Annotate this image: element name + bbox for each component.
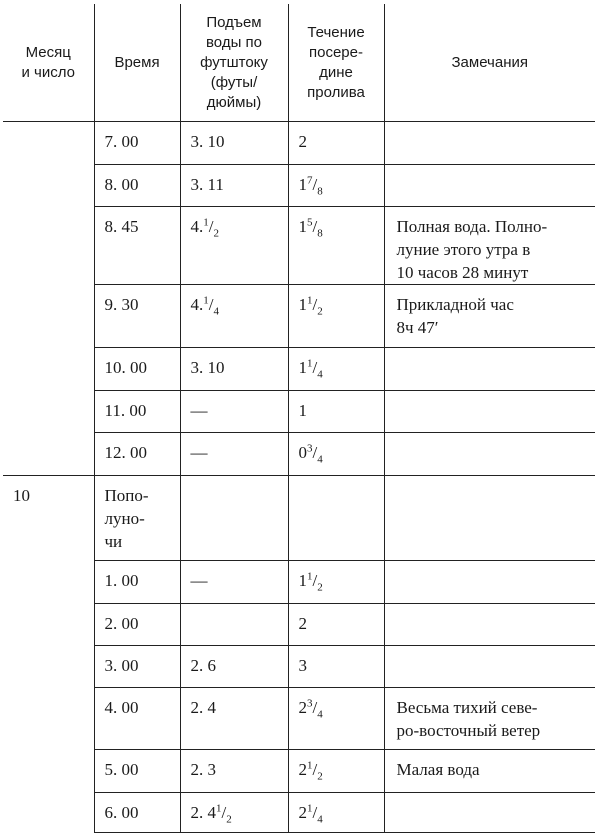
current-cell: 1: [288, 391, 384, 433]
table-row: [3, 604, 595, 646]
month-cell: [3, 348, 94, 391]
note-cell: Прикладной час 8ч 47′: [384, 285, 595, 348]
current-cell: 3: [288, 646, 384, 688]
time-cell: 10. 00: [94, 348, 180, 391]
note-cell: [384, 476, 595, 561]
header-current: Течение посере- дине пролива: [288, 4, 384, 122]
month-cell: [3, 793, 94, 833]
time-cell: 5. 00: [94, 750, 180, 793]
time-cell: 6. 00: [94, 793, 180, 833]
water-level-cell: —: [180, 391, 288, 433]
time-cell: 3. 00: [94, 646, 180, 688]
table-row: [3, 348, 595, 391]
month-cell: 10: [3, 476, 94, 561]
header-notes: Замечания: [384, 4, 595, 122]
time-cell: 4. 00: [94, 688, 180, 750]
month-cell: [3, 750, 94, 793]
month-cell: [3, 688, 94, 750]
water-level-cell: [180, 476, 288, 561]
table-row: [3, 122, 595, 165]
table-row: [3, 646, 595, 688]
water-level-cell: 2. $4^1/_2$: [180, 793, 288, 833]
water-level-cell: 2. 6: [180, 646, 288, 688]
time-cell: 9. 30: [94, 285, 180, 348]
table-row: [3, 207, 595, 285]
note-cell: Полная вода. Полно- луние этого утра в 10 часов 28 минут: [384, 207, 595, 285]
note-cell: Малая вода: [384, 750, 595, 793]
table-row: [3, 476, 595, 561]
note-cell: [384, 122, 595, 165]
table-row: [3, 750, 595, 793]
table-row: [3, 561, 595, 604]
month-cell: [3, 433, 94, 476]
current-cell: $2^3/_4$: [288, 688, 384, 750]
table-row: [3, 391, 595, 433]
month-cell: [3, 604, 94, 646]
current-cell: $2^1/_4$: [288, 793, 384, 833]
table-row: [3, 165, 595, 207]
current-cell: $1^1/_2$: [288, 285, 384, 348]
water-level-cell: 3. 11: [180, 165, 288, 207]
note-cell: [384, 391, 595, 433]
current-cell: $1^5/_8$: [288, 207, 384, 285]
time-cell: Попо- луно- чи: [94, 476, 180, 561]
water-level-cell: 2. 3: [180, 750, 288, 793]
current-cell: $0^3/_4$: [288, 433, 384, 476]
table-row: [3, 433, 595, 476]
water-level-cell: —: [180, 561, 288, 604]
water-level-cell: $4.^1/_4$: [180, 285, 288, 348]
table-row: [3, 793, 595, 833]
header-month: Месяц и число: [3, 4, 94, 122]
header-water-level: Подъем воды по футштоку (футы/ дюймы): [180, 4, 288, 122]
table-row: [3, 688, 595, 750]
time-cell: 8. 45: [94, 207, 180, 285]
current-cell: [288, 476, 384, 561]
note-cell: [384, 646, 595, 688]
header-time: Время: [94, 4, 180, 122]
note-cell: [384, 433, 595, 476]
tide-table: [3, 4, 595, 833]
month-cell: [3, 207, 94, 285]
header-row: [3, 4, 595, 122]
time-cell: 12. 00: [94, 433, 180, 476]
water-level-cell: [180, 604, 288, 646]
current-cell: 2: [288, 122, 384, 165]
note-cell: Весьма тихий севе- ро-восточный ветер: [384, 688, 595, 750]
note-cell: [384, 561, 595, 604]
time-cell: 8. 00: [94, 165, 180, 207]
current-cell: $1^1/_2$: [288, 561, 384, 604]
note-cell: [384, 793, 595, 833]
month-cell: [3, 122, 94, 165]
time-cell: 7. 00: [94, 122, 180, 165]
table-row: [3, 285, 595, 348]
current-cell: $2^1/_2$: [288, 750, 384, 793]
month-cell: [3, 285, 94, 348]
water-level-cell: $4.^1/_2$: [180, 207, 288, 285]
current-cell: $1^1/_4$: [288, 348, 384, 391]
note-cell: [384, 604, 595, 646]
water-level-cell: —: [180, 433, 288, 476]
note-cell: [384, 165, 595, 207]
month-cell: [3, 561, 94, 604]
month-cell: [3, 646, 94, 688]
time-cell: 1. 00: [94, 561, 180, 604]
month-cell: [3, 391, 94, 433]
note-cell: [384, 348, 595, 391]
current-cell: 2: [288, 604, 384, 646]
current-cell: $1^7/_8$: [288, 165, 384, 207]
water-level-cell: 3. 10: [180, 122, 288, 165]
water-level-cell: 3. 10: [180, 348, 288, 391]
water-level-cell: 2. 4: [180, 688, 288, 750]
time-cell: 2. 00: [94, 604, 180, 646]
month-cell: [3, 165, 94, 207]
time-cell: 11. 00: [94, 391, 180, 433]
